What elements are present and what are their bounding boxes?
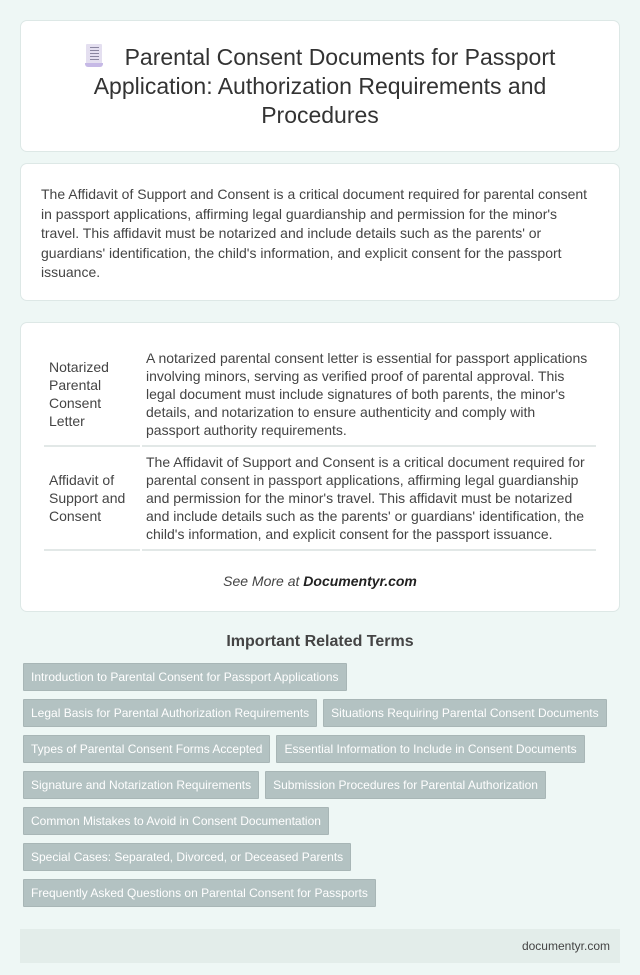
- see-more-link[interactable]: Documentyr.com: [303, 573, 417, 589]
- page-title: [61, 43, 579, 130]
- definition-cell: A notarized parental consent letter is essential for passport applications involving minors, serving as verified proof of parental approval. This legal document must include signatures of both parents, the minor's details, and notarization to ensure authenticity and comply with passport authority requirements.: [142, 343, 596, 447]
- document-icon: [85, 44, 103, 68]
- definitions-table: [42, 343, 598, 551]
- related-term-tag[interactable]: Frequently Asked Questions on Parental Consent for Passports: [23, 879, 376, 907]
- related-term-tag[interactable]: Special Cases: Separated, Divorced, or Deceased Parents: [23, 843, 351, 871]
- related-term-tag[interactable]: Legal Basis for Parental Authorization Requirements: [23, 699, 317, 727]
- title-card: [20, 20, 620, 152]
- summary-card: [20, 163, 620, 301]
- table-row: [44, 343, 596, 447]
- term-cell: Affidavit of Support and Consent: [44, 447, 140, 551]
- definition-cell: The Affidavit of Support and Consent is a critical document required for parental consent in passport applications, affirming legal guardianship and permission for the minor's travel. This affidavit must be notarized and include details such as the parents' or guardians' identification, the child's information, and explicit consent for the passport issuance.: [142, 447, 596, 551]
- related-term-tag[interactable]: Types of Parental Consent Forms Accepted: [23, 735, 270, 763]
- related-term-tag[interactable]: Signature and Notarization Requirements: [23, 771, 259, 799]
- page-title-text: Parental Consent Documents for Passport Application: Authorization Requirements and Procedures: [93, 43, 556, 128]
- term-cell: Notarized Parental Consent Letter: [44, 343, 140, 447]
- footer: [20, 929, 620, 963]
- related-term-tag[interactable]: Essential Information to Include in Consent Documents: [276, 735, 584, 763]
- see-more-prefix: See More at: [223, 573, 304, 589]
- related-term-tag[interactable]: Submission Procedures for Parental Authorization: [265, 771, 546, 799]
- table-row: [44, 447, 596, 551]
- related-term-tag[interactable]: Common Mistakes to Avoid in Consent Documentation: [23, 807, 329, 835]
- related-term-tag[interactable]: Introduction to Parental Consent for Passport Applications: [23, 663, 347, 691]
- footer-site-link[interactable]: documentyr.com: [521, 939, 610, 953]
- definitions-card: [20, 322, 620, 612]
- related-term-tag[interactable]: Situations Requiring Parental Consent Documents: [323, 699, 606, 727]
- see-more: [42, 573, 598, 589]
- related-terms-heading: Important Related Terms: [226, 633, 414, 650]
- summary-text: The Affidavit of Support and Consent is a critical document required for parental consent in passport applications, affirming legal guardianship and permission for the minor's travel. This affidavit must be notarized and include details such as the parents' or guardians' identification, the child's information, and explicit consent for the passport issuance.: [41, 186, 588, 280]
- related-terms-list: [20, 663, 620, 915]
